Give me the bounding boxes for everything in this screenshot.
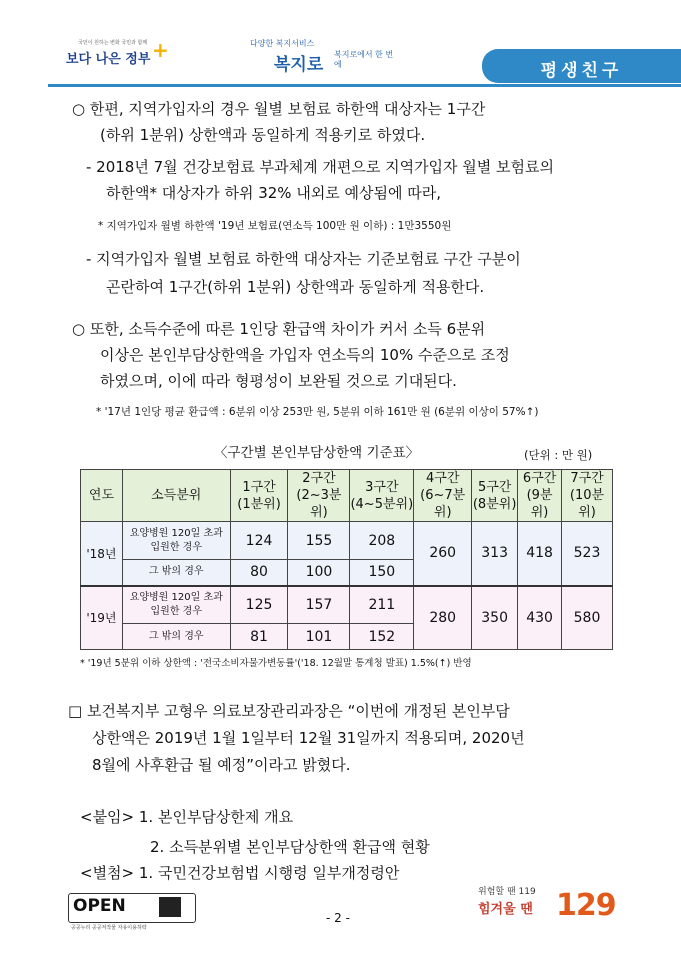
para4-line1: ○ 또한, 소득수준에 따른 1인당 환급액 차이가 커서 소득 6분위 bbox=[72, 320, 486, 338]
cell: 150 bbox=[350, 560, 414, 586]
closing-line2: 상한액은 2019년 1월 1일부터 12월 31일까지 적용되며, 2020년 bbox=[92, 729, 525, 747]
welfare-logo bbox=[246, 38, 446, 74]
hotline-logo bbox=[478, 884, 618, 928]
cell-shared: 580 bbox=[562, 586, 613, 650]
cell: 81 bbox=[230, 624, 288, 650]
cell: 152 bbox=[350, 624, 414, 650]
header-c3-range: (4~5분위) bbox=[350, 496, 414, 512]
hotline-text: 힘겨울 땐 bbox=[478, 902, 533, 917]
table-header-row bbox=[81, 470, 613, 522]
cell: 211 bbox=[350, 586, 414, 624]
open-text: OPEN bbox=[73, 896, 126, 916]
plus-icon: + bbox=[152, 38, 169, 62]
attachment-2: 2. 소득분위별 본인부담상한액 환급액 현황 bbox=[150, 838, 430, 856]
year-2018: '18년 bbox=[81, 522, 123, 586]
table-unit: (단위 : 만 원) bbox=[524, 448, 593, 462]
person-icon bbox=[159, 897, 181, 917]
footnote-1: * 지역가입자 월별 하한액 '19년 보험료(연소득 100만 원 이하) : 1만3550원 bbox=[98, 220, 452, 232]
header-c5-range: (8분위) bbox=[472, 496, 517, 512]
cell-shared: 313 bbox=[472, 522, 518, 586]
header-c3 bbox=[350, 470, 414, 522]
cell: 208 bbox=[350, 522, 414, 560]
table-row bbox=[81, 522, 613, 560]
header-c4 bbox=[414, 470, 472, 522]
para4-line3: 하였으며, 이에 따라 형평성이 보완될 것으로 기대된다. bbox=[100, 372, 457, 390]
hotline-number: 129 bbox=[556, 888, 616, 923]
header-c2 bbox=[288, 470, 350, 522]
kogl-open-badge bbox=[68, 893, 196, 931]
para3-line2: 곤란하여 1구간(하위 1분위) 상한액과 동일하게 적용한다. bbox=[106, 278, 485, 296]
header-c1-range: (1분위) bbox=[237, 496, 281, 512]
closing-line1: □ 보건복지부 고형우 의료보장관리과장은 “이번에 개정된 본인부담 bbox=[68, 702, 510, 720]
para4-line2: 이상은 본인부담상한액을 가입자 연소득의 10% 수준으로 조정 bbox=[100, 346, 510, 364]
para2-line1: - 2018년 7월 건강보험료 부과체계 개편으로 지역가입자 월별 보험료의 bbox=[86, 158, 555, 176]
header-c5 bbox=[472, 470, 518, 522]
row-label-nursing: 요양병원 120일 초과 입원한 경우 bbox=[122, 586, 230, 624]
header-divider bbox=[48, 84, 681, 87]
footnote-2: * '17년 1인당 평균 환급액 : 6분위 이상 253만 원, 5분위 이하 161만 원 (6분위 이상이 57%↑) bbox=[96, 406, 539, 418]
cell-shared: 260 bbox=[414, 522, 472, 586]
header-c1-label: 1구간 bbox=[242, 479, 276, 495]
banner-title: 평생친구 bbox=[540, 61, 623, 81]
table-caption: 〈구간별 본인부담상한액 기준표〉 bbox=[214, 445, 420, 461]
copay-cap-table bbox=[80, 469, 613, 650]
open-caption: 공공누리 공공저작물 자유이용허락 bbox=[71, 925, 147, 931]
row-label-nursing: 요양병원 120일 초과 입원한 경우 bbox=[122, 522, 230, 560]
header-banner bbox=[482, 49, 681, 83]
cell-shared: 523 bbox=[562, 522, 613, 586]
header-c2-label: 2구간 bbox=[302, 471, 336, 486]
header-c2-range: (2~3분위) bbox=[296, 488, 342, 520]
attachment-1: <붙임> 1. 본인부담상한제 개요 bbox=[80, 808, 294, 826]
row-label-other: 그 밖의 경우 bbox=[122, 624, 230, 650]
header-c6-label: 6구간 bbox=[522, 471, 557, 486]
cell: 157 bbox=[288, 586, 350, 624]
header-c6 bbox=[518, 470, 562, 522]
header-c4-range: (6~7분위) bbox=[420, 488, 466, 520]
header-c5-label: 5구간 bbox=[477, 479, 512, 495]
cell-shared: 430 bbox=[518, 586, 562, 650]
header-c4-label: 4구간 bbox=[426, 471, 460, 486]
table-footnote: * '19년 5분위 이하 상한액 : '전국소비자물가변동률'('18. 12월말 통계청 발표) 1.5%(↑) 반영 bbox=[80, 658, 472, 669]
cell: 101 bbox=[288, 624, 350, 650]
cell: 100 bbox=[288, 560, 350, 586]
table-row bbox=[81, 586, 613, 624]
para2-line2: 하한액* 대상자가 하위 32% 내외로 예상됨에 따라, bbox=[106, 184, 442, 202]
appendix-1: <별첨> 1. 국민건강보험법 시행령 일부개정령안 bbox=[80, 864, 400, 882]
cell-shared: 280 bbox=[414, 586, 472, 650]
para1-line2: (하위 1분위) 상한액과 동일하게 적용키로 하였다. bbox=[100, 126, 426, 144]
year-2019: '19년 bbox=[81, 586, 123, 650]
para1-line1: ○ 한편, 지역가입자의 경우 월별 보험료 하한액 대상자는 1구간 bbox=[72, 100, 486, 118]
header-c1 bbox=[230, 470, 288, 522]
cell-shared: 350 bbox=[472, 586, 518, 650]
header-c7 bbox=[562, 470, 613, 522]
welfare-logo-text: 복지로 bbox=[274, 55, 324, 75]
gov-logo bbox=[66, 38, 169, 67]
row-label-other: 그 밖의 경우 bbox=[122, 560, 230, 586]
cell-shared: 418 bbox=[518, 522, 562, 586]
welfare-logo-tag: 다양한 복지서비스 bbox=[250, 39, 315, 48]
header-year: 연도 bbox=[81, 470, 123, 522]
cell: 80 bbox=[230, 560, 288, 586]
header-c7-range: (10분위) bbox=[569, 488, 605, 520]
closing-line3: 8월에 사후환급 될 예정”이라고 밝혔다. bbox=[92, 756, 351, 774]
header-c7-label: 7구간 bbox=[570, 471, 604, 486]
welfare-logo-sub: 복지로에서 한 번에 bbox=[334, 50, 394, 69]
gov-logo-tag: 국민이 원하는 변화 국민과 함께 bbox=[78, 40, 148, 46]
gov-logo-text: 보다 나은 정부 bbox=[66, 52, 151, 67]
cell: 155 bbox=[288, 522, 350, 560]
page-number: - 2 - bbox=[326, 911, 350, 925]
cell: 124 bbox=[230, 522, 288, 560]
cell: 125 bbox=[230, 586, 288, 624]
header-income: 소득분위 bbox=[122, 470, 230, 522]
para3-line1: - 지역가입자 월별 보험료 하한액 대상자는 기준보험료 구간 구분이 bbox=[86, 250, 521, 268]
header-c3-label: 3구간 bbox=[365, 479, 399, 495]
header-c6-range: (9분위) bbox=[526, 488, 553, 520]
hotline-tag: 위험할 땐 119 bbox=[478, 887, 536, 897]
